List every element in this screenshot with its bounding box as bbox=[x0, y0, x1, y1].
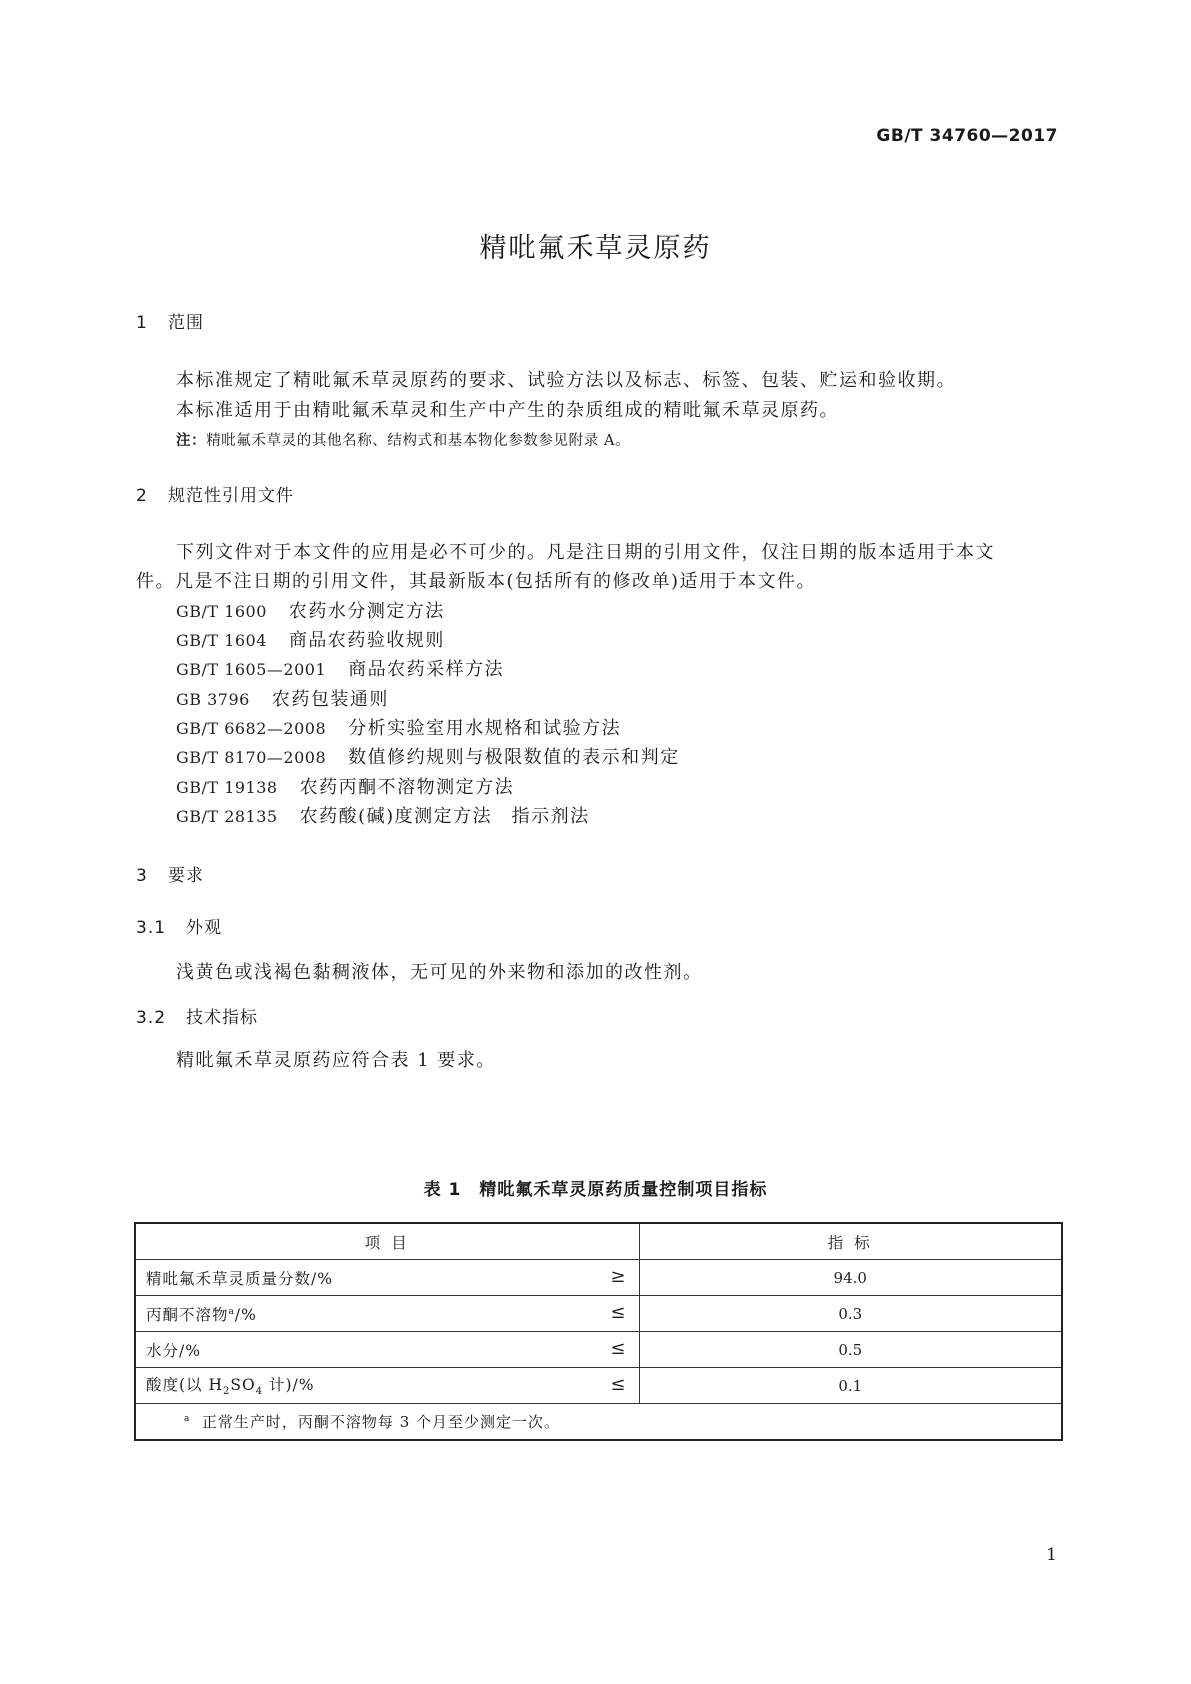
comparison-sign: ≤ bbox=[610, 1338, 627, 1359]
value-cell: 0.1 bbox=[639, 1368, 1062, 1404]
section-2-heading bbox=[136, 481, 294, 506]
table-footnote bbox=[135, 1404, 1062, 1441]
note-text: 精吡氟禾草灵的其他名称、结构式和基本物化参数参见附录 A。 bbox=[206, 433, 631, 449]
paragraph: 本标准规定了精吡氟禾草灵原药的要求、试验方法以及标志、标签、包装、贮运和验收期。 bbox=[176, 370, 956, 391]
section-number: 1 bbox=[136, 313, 148, 333]
item-name: 丙酮不溶物 bbox=[146, 1305, 229, 1324]
item-cell bbox=[135, 1296, 639, 1332]
value-cell: 0.3 bbox=[639, 1296, 1062, 1332]
section-title: 范围 bbox=[168, 313, 204, 333]
table-caption: 表 1 精吡氟禾草灵原药质量控制项目指标 bbox=[423, 1180, 768, 1200]
reference-item bbox=[176, 655, 504, 681]
section-number: 3.1 bbox=[136, 918, 167, 938]
item-name: 酸度(以 H bbox=[146, 1376, 223, 1395]
item-name: 精吡氟禾草灵质量分数/% bbox=[146, 1269, 333, 1288]
section-3-1-heading bbox=[136, 913, 222, 938]
item-cell bbox=[135, 1368, 639, 1404]
reference-name: 分析实验室用水规格和试验方法 bbox=[348, 718, 622, 739]
reference-name: 农药包装通则 bbox=[271, 689, 389, 710]
paragraph-continuation: 件。凡是不注日期的引用文件，其最新版本(包括所有的修改单)适用于本文件。 bbox=[136, 571, 817, 592]
quality-spec-table bbox=[134, 1222, 1063, 1441]
header-item: 项 目 bbox=[135, 1223, 639, 1260]
value-cell: 94.0 bbox=[639, 1260, 1062, 1296]
item-name: 计)/% bbox=[263, 1376, 315, 1395]
section-title: 外观 bbox=[186, 918, 222, 938]
reference-name: 数值修约规则与极限数值的表示和判定 bbox=[348, 747, 680, 768]
table-header-row bbox=[135, 1223, 1062, 1260]
reference-item bbox=[176, 597, 445, 623]
section-title: 技术指标 bbox=[186, 1008, 258, 1028]
table-row bbox=[135, 1368, 1062, 1404]
note-label: 注： bbox=[176, 433, 207, 449]
table-row bbox=[135, 1260, 1062, 1296]
section-number: 3 bbox=[136, 866, 148, 886]
section-title: 要求 bbox=[168, 866, 204, 886]
reference-item bbox=[176, 685, 389, 711]
comparison-sign: ≤ bbox=[610, 1302, 627, 1323]
subscript: 4 bbox=[255, 1386, 264, 1398]
section-1-heading bbox=[136, 308, 204, 333]
item-name: SO bbox=[230, 1376, 256, 1395]
paragraph: 精吡氟禾草灵原药应符合表 1 要求。 bbox=[176, 1050, 496, 1071]
footnote-marker: a bbox=[184, 1414, 191, 1424]
section-3-heading bbox=[136, 861, 204, 886]
reference-name: 商品农药验收规则 bbox=[288, 630, 445, 651]
reference-code: GB/T 28135 bbox=[176, 807, 278, 826]
reference-item bbox=[176, 802, 590, 828]
paragraph: 下列文件对于本文件的应用是必不可少的。凡是注日期的引用文件，仅注日期的版本适用于本文 bbox=[176, 542, 995, 563]
section-title: 规范性引用文件 bbox=[168, 486, 294, 506]
table-footnote-row bbox=[135, 1404, 1062, 1441]
item-cell bbox=[135, 1260, 639, 1296]
reference-name: 农药酸(碱)度测定方法 指示剂法 bbox=[299, 806, 590, 827]
reference-item bbox=[176, 743, 680, 769]
subscript: 2 bbox=[223, 1386, 231, 1398]
note bbox=[176, 429, 630, 450]
paragraph: 本标准适用于由精吡氟禾草灵和生产中产生的杂质组成的精吡氟禾草灵原药。 bbox=[176, 400, 839, 421]
reference-name: 农药丙酮不溶物测定方法 bbox=[299, 777, 515, 798]
reference-code: GB/T 8170—2008 bbox=[176, 748, 327, 767]
table-row bbox=[135, 1332, 1062, 1368]
item-unit: /% bbox=[234, 1305, 257, 1324]
reference-item bbox=[176, 773, 514, 799]
comparison-sign: ≤ bbox=[610, 1374, 627, 1395]
section-3-2-heading bbox=[136, 1003, 258, 1028]
comparison-sign: ≥ bbox=[610, 1266, 627, 1287]
reference-code: GB/T 1604 bbox=[176, 631, 267, 650]
value-cell: 0.5 bbox=[639, 1332, 1062, 1368]
reference-code: GB/T 6682—2008 bbox=[176, 719, 327, 738]
reference-code: GB/T 1605—2001 bbox=[176, 660, 327, 679]
reference-code: GB/T 19138 bbox=[176, 778, 278, 797]
reference-name: 农药水分测定方法 bbox=[288, 601, 445, 622]
reference-item bbox=[176, 714, 621, 740]
page-number: 1 bbox=[1046, 1545, 1057, 1565]
standard-number: GB/T 34760—2017 bbox=[876, 126, 1058, 146]
reference-name: 商品农药采样方法 bbox=[348, 659, 505, 680]
footnote-marker: a bbox=[228, 1306, 235, 1317]
table-row bbox=[135, 1296, 1062, 1332]
document-title: 精吡氟禾草灵原药 bbox=[479, 233, 712, 264]
footnote-text: 正常生产时，丙酮不溶物每 3 个月至少测定一次。 bbox=[201, 1413, 561, 1431]
item-name: 水分/% bbox=[146, 1341, 201, 1360]
reference-code: GB 3796 bbox=[176, 690, 250, 709]
reference-code: GB/T 1600 bbox=[176, 602, 267, 621]
paragraph: 浅黄色或浅褐色黏稠液体，无可见的外来物和添加的改性剂。 bbox=[176, 962, 703, 983]
section-number: 2 bbox=[136, 486, 148, 506]
reference-item bbox=[176, 626, 445, 652]
item-cell bbox=[135, 1332, 639, 1368]
section-number: 3.2 bbox=[136, 1008, 167, 1028]
header-value: 指 标 bbox=[639, 1223, 1062, 1260]
